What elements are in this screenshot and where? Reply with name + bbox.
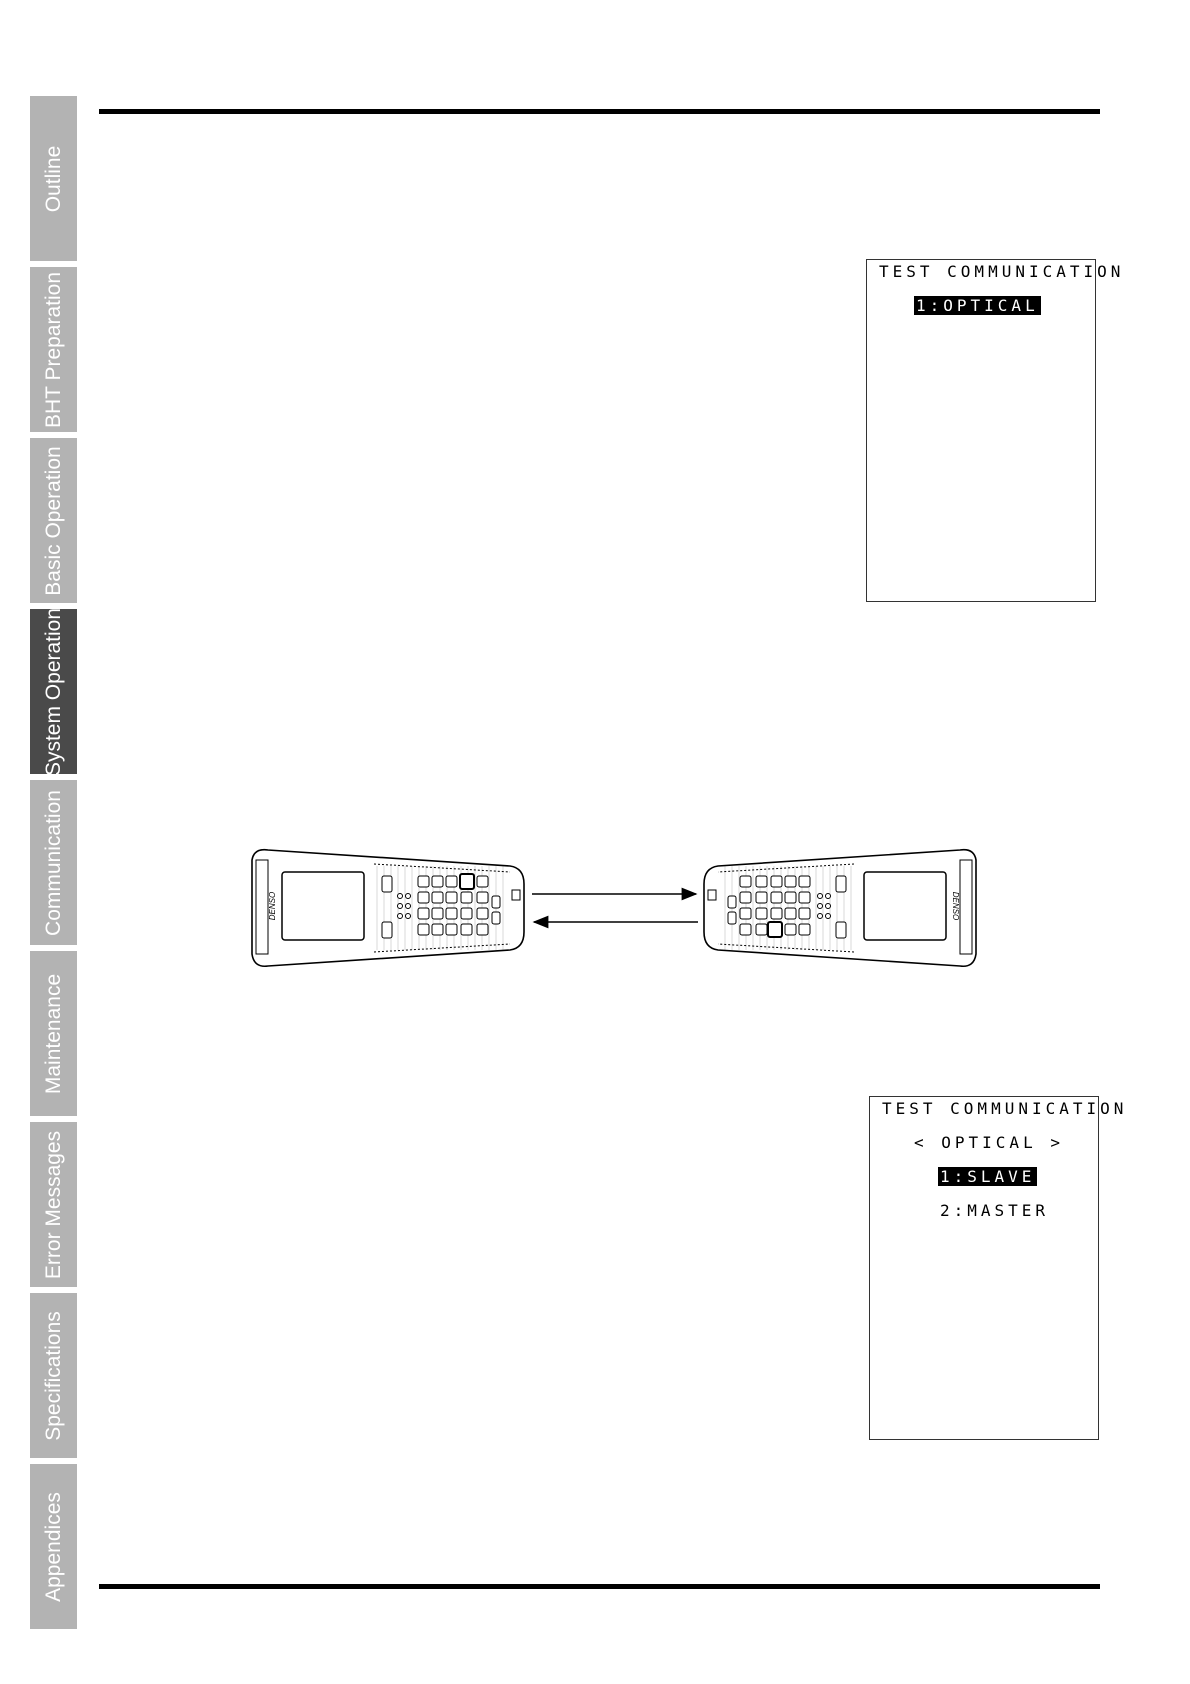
lcd-menu-item-optical[interactable]: 1:OPTICAL [916, 296, 1039, 315]
tab-maintenance[interactable] [30, 951, 77, 1119]
brand-label: DENSO [268, 891, 277, 921]
brand-label-right: DENSO [951, 891, 960, 921]
tab-error-messages[interactable] [30, 1122, 77, 1290]
tab-label: Maintenance [41, 973, 65, 1094]
tab-label: Basic Operation [41, 445, 65, 596]
tab-outline[interactable] [30, 96, 77, 264]
tab-specifications[interactable] [30, 1293, 77, 1461]
tab-appendices[interactable] [30, 1464, 77, 1632]
lcd-screen-test-communication [866, 259, 1125, 602]
tab-system-operation[interactable] [30, 609, 77, 777]
tab-label: Outline [41, 145, 65, 212]
footer-rule [99, 1584, 1100, 1589]
tab-label: Specifications [41, 1310, 65, 1441]
tab-label: BHT Preparation [41, 271, 65, 428]
lcd-subtitle: < OPTICAL > [914, 1133, 1064, 1152]
tab-label: Appendices [41, 1491, 65, 1602]
tab-label: Error Messages [41, 1130, 65, 1279]
tab-bht-preparation[interactable] [30, 267, 77, 435]
tab-label: System Operation [41, 607, 65, 776]
left-terminal [252, 850, 524, 967]
bht-devices-optical-link-figure [248, 846, 980, 968]
tab-communication[interactable] [30, 780, 77, 948]
lcd-title: TEST COMMUNICATION [879, 262, 1125, 281]
lcd-menu-item-slave[interactable]: 1:SLAVE [940, 1167, 1036, 1186]
lcd-screen-optical-mode [869, 1096, 1128, 1440]
lcd-title: TEST COMMUNICATION [882, 1099, 1128, 1118]
tab-label: Communication [41, 789, 65, 936]
lcd-menu-item-master[interactable]: 2:MASTER [940, 1201, 1050, 1220]
header-rule [99, 109, 1100, 114]
tab-basic-operation[interactable] [30, 438, 77, 606]
right-terminal [704, 850, 976, 967]
